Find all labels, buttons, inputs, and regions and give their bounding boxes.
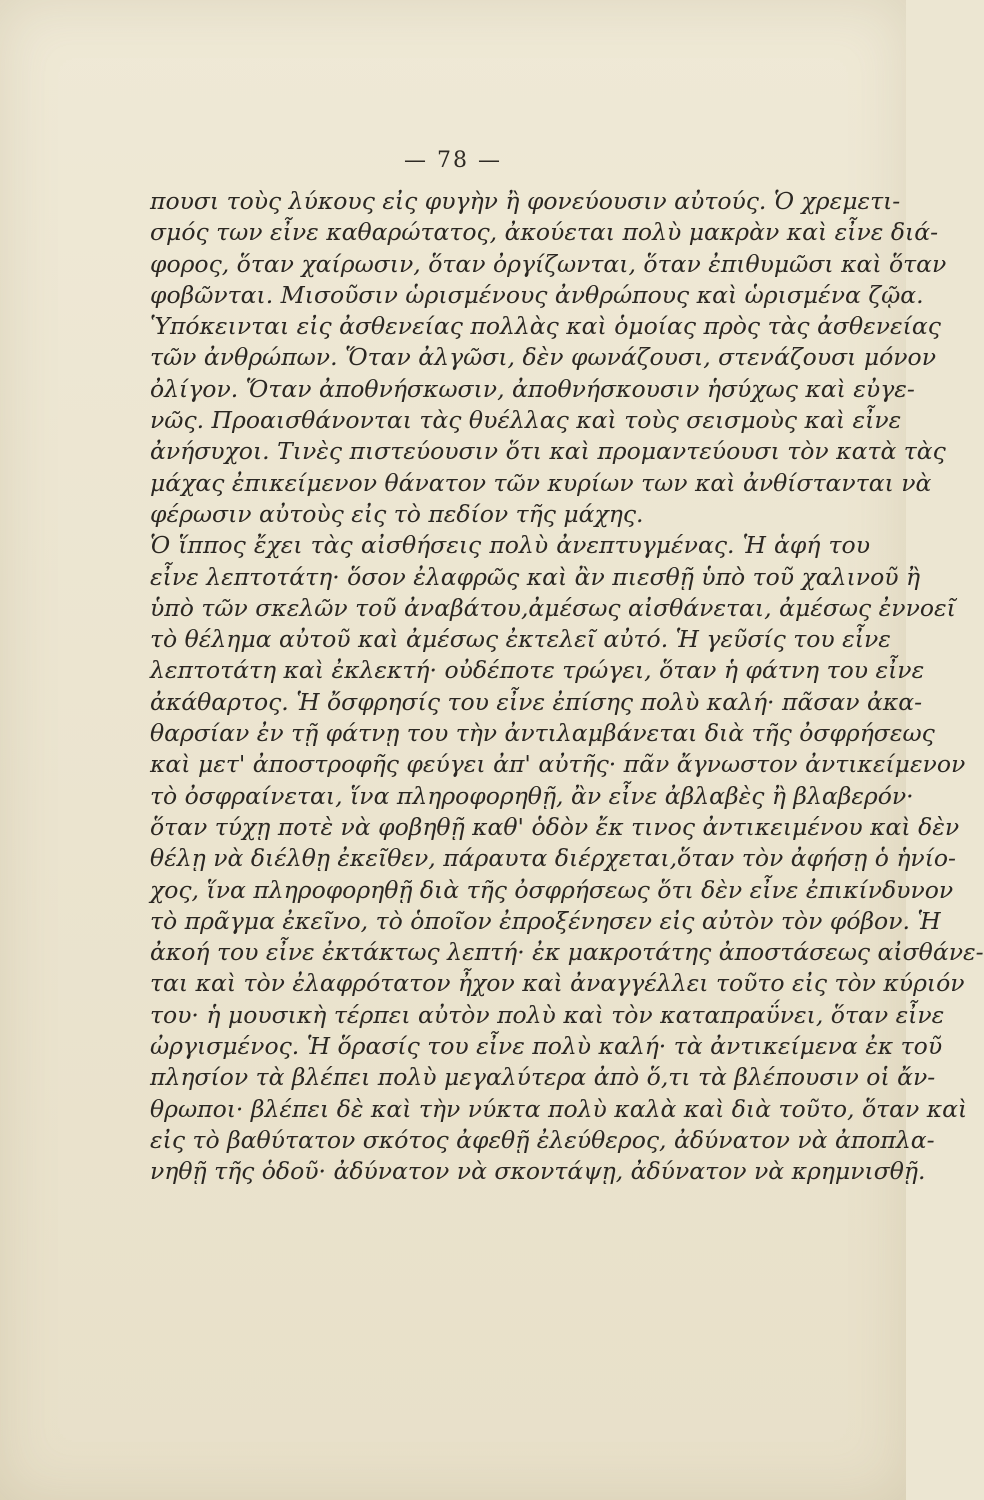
text-line: ἀκάθαρτος. Ἡ ὄσφρησίς του εἶνε ἐπίσης πολὺ καλή· πᾶσαν ἀκα- bbox=[150, 687, 923, 716]
text-line: τὸ θέλημα αὐτοῦ καὶ ἀμέσως ἐκτελεῖ αὐτό. Ἡ γεῦσίς του εἶνε bbox=[150, 625, 891, 654]
text-line: μάχας ἐπικείμενον θάνατον τῶν κυρίων των καὶ ἀνθίστανται νὰ bbox=[150, 468, 932, 497]
text-line: ὑπὸ τῶν σκελῶν τοῦ ἀναβάτου,ἀμέσως αἰσθάνεται, ἀμέσως ἐννοεῖ bbox=[150, 593, 956, 622]
text-line: εἶνε λεπτοτάτη· ὅσον ἐλαφρῶς καὶ ἂν πιεσθῇ ὑπὸ τοῦ χαλινοῦ ἢ bbox=[150, 562, 921, 591]
text-line: ται καὶ τὸν ἐλαφρότατον ἦχον καὶ ἀναγγέλλει τοῦτο εἰς τὸν κύριόν bbox=[150, 969, 965, 998]
text-line: ὠργισμένος. Ἡ ὅρασίς του εἶνε πολὺ καλή· τὰ ἀντικείμενα ἐκ τοῦ bbox=[150, 1032, 943, 1061]
text-line: φοβῶνται. Μισοῦσιν ὡρισμένους ἀνθρώπους καὶ ὡρισμένα ζῷα. bbox=[150, 280, 924, 309]
text-line: σμός των εἶνε καθαρώτατος, ἀκούεται πολὺ μακρὰν καὶ εἶνε διά- bbox=[150, 218, 939, 247]
body-text bbox=[150, 186, 984, 1188]
text-line: θέλῃ νὰ διέλθῃ ἐκεῖθεν, πάραυτα διέρχεται,ὅταν τὸν ἀφήσῃ ὁ ἡνίο- bbox=[150, 844, 956, 873]
text-line: τὸ ὀσφραίνεται, ἵνα πληροφορηθῇ, ἂν εἶνε ἀβλαβὲς ἢ βλαβερόν· bbox=[150, 781, 914, 810]
text-line: ἀκοή του εἶνε ἐκτάκτως λεπτή· ἐκ μακροτάτης ἀποστάσεως αἰσθάνε- bbox=[150, 938, 984, 967]
text-line: θαρσίαν ἐν τῇ φάτνῃ του τὴν ἀντιλαμβάνεται διὰ τῆς ὀσφρήσεως bbox=[150, 719, 935, 748]
text-line: Ὑπόκεινται εἰς ἀσθενείας πολλὰς καὶ ὁμοίας πρὸς τὰς ἀσθενείας bbox=[150, 312, 941, 341]
text-line: ἀνήσυχοι. Τινὲς πιστεύουσιν ὅτι καὶ προμαντεύουσι τὸν κατὰ τὰς bbox=[150, 437, 946, 466]
text-line: του· ἡ μουσικὴ τέρπει αὐτὸν πολὺ καὶ τὸν καταπραΰνει, ὅταν εἶνε bbox=[150, 1000, 945, 1029]
text-line: πουσι τοὺς λύκους εἰς φυγὴν ἢ φονεύουσιν αὐτούς. Ὁ χρεμετι- bbox=[150, 187, 901, 215]
text-line: λεπτοτάτη καὶ ἐκλεκτή· οὐδέποτε τρώγει, ὅταν ἡ φάτνη του εἶνε bbox=[150, 656, 925, 685]
text-line: ὅταν τύχῃ ποτὲ νὰ φοβηθῇ καθ' ὁδὸν ἔκ τινος ἀντικειμένου καὶ δὲν bbox=[150, 812, 960, 841]
text-line: φέρωσιν αὐτοὺς εἰς τὸ πεδίον τῆς μάχης. bbox=[150, 499, 644, 528]
text-line: Ὁ ἵππος ἔχει τὰς αἰσθήσεις πολὺ ἀνεπτυγμένας. Ἡ ἁφή του bbox=[150, 531, 870, 560]
text-line: νῶς. Προαισθάνονται τὰς θυέλλας καὶ τοὺς σεισμοὺς καὶ εἶνε bbox=[150, 406, 902, 435]
text-line: νηθῇ τῆς ὁδοῦ· ἀδύνατον νὰ σκοντάψῃ, ἀδύνατον νὰ κρημνισθῇ. bbox=[150, 1157, 926, 1186]
text-line: τὸ πρᾶγμα ἐκεῖνο, τὸ ὁποῖον ἐπροξένησεν εἰς αὐτὸν τὸν φόβον. Ἡ bbox=[150, 906, 941, 935]
text-line: χος, ἵνα πληροφορηθῇ διὰ τῆς ὀσφρήσεως ὅτι δὲν εἶνε ἐπικίνδυνον bbox=[150, 875, 954, 904]
text-line: τῶν ἀνθρώπων. Ὅταν ἀλγῶσι, δὲν φωνάζουσι, στενάζουσι μόνον bbox=[150, 343, 936, 372]
page-number: — 78 — bbox=[404, 148, 502, 173]
text-line: πλησίον τὰ βλέπει πολὺ μεγαλύτερα ἀπὸ ὅ,τι τὰ βλέπουσιν οἱ ἄν- bbox=[150, 1063, 936, 1092]
text-line: θρωποι· βλέπει δὲ καὶ τὴν νύκτα πολὺ καλὰ καὶ διὰ τοῦτο, ὅταν καὶ bbox=[150, 1094, 968, 1123]
text-line: καὶ μετ' ἀποστροφῆς φεύγει ἀπ' αὐτῆς· πᾶν ἄγνωστον ἀντικείμενον bbox=[150, 750, 966, 779]
text-line: ὀλίγον. Ὅταν ἀποθνήσκωσιν, ἀποθνήσκουσιν ἡσύχως καὶ εὐγε- bbox=[150, 374, 915, 403]
text-line: εἰς τὸ βαθύτατον σκότος ἀφεθῇ ἐλεύθερος, ἀδύνατον νὰ ἀποπλα- bbox=[150, 1125, 935, 1154]
text-line: φορος, ὅταν χαίρωσιν, ὅταν ὀργίζωνται, ὅταν ἐπιθυμῶσι καὶ ὅταν bbox=[150, 249, 947, 278]
